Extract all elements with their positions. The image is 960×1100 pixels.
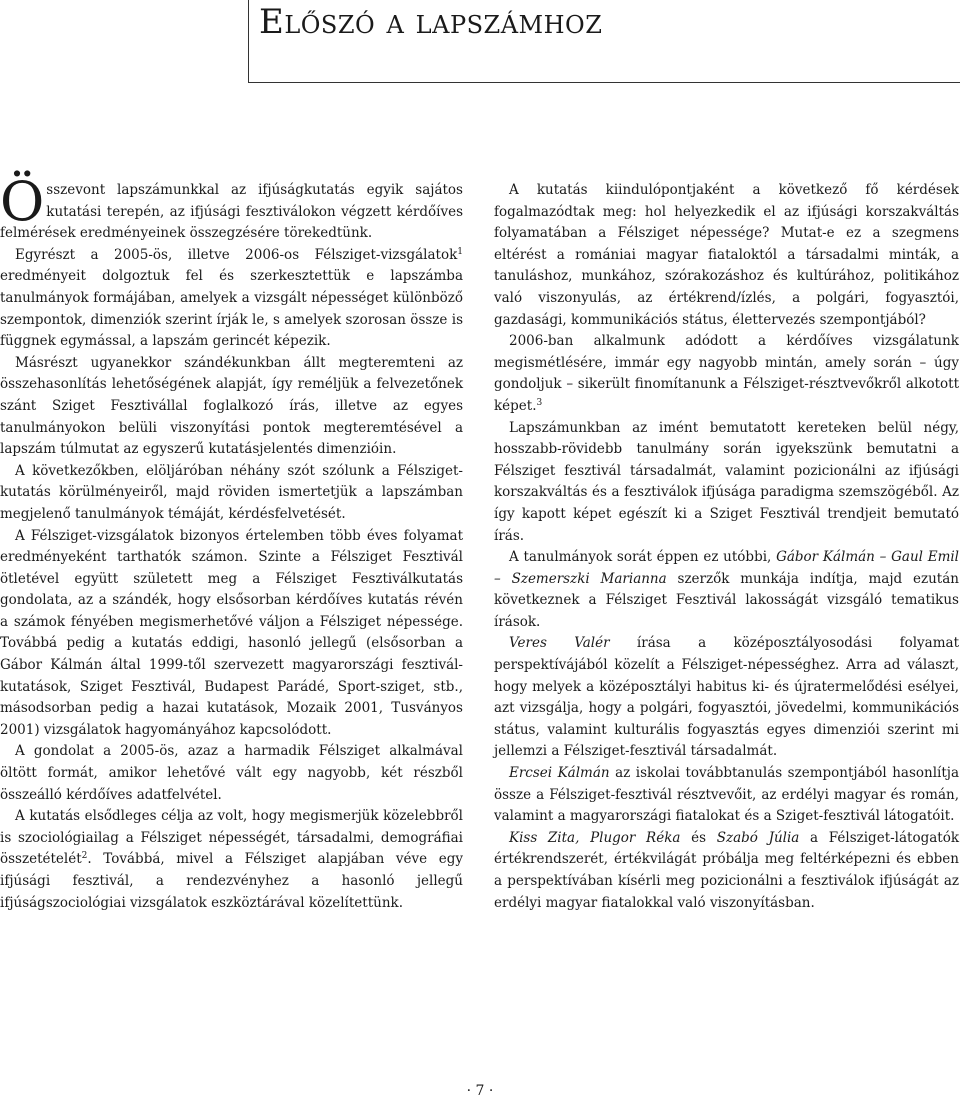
paragraph bbox=[494, 763, 959, 828]
paragraph: A Félsziget-vizsgálatok bizonyos értelemben több éves folyamat eredményeként tarthatók számon. Szinte a Félsziget Fesztivál ötletével együtt született meg a Félsziget Fesztiválkutatás gondolata, az a szándék, hogy elsősorban kérdőíves kutatás révén a számok fényében megismerhetővé váljon a Félsziget népessége. Továbbá pedig a kutatás eddigi, hasonló jellegű (elsősorban a Gábor Kálmán által 1999-től szervezett magyarországi fesztivál-kutatások, Sziget Fesztivál, Budapest Parádé, Sport-sziget, stb., másodsorban pedig a hazai kutatások, Mozaik 2001, Tusványos 2001) vizsgálatok hagyományához kapcsolódott. bbox=[0, 527, 463, 738]
author-names: Gábor Kálmán – Gaul Emil – Szemerszki Marianna bbox=[494, 549, 959, 587]
paragraph: A kutatás kiindulópontjaként a következő fő kérdések fogalmazódtak meg: hol helyezkedik el az ifjúsági korszakváltás folyamatában a Félsziget népessége? Mutat-e ez a szegmens eltérést a romániai magyar fiataloktól a társadalmi minták, a tanuláshoz, munkához, szórakozáshoz és kultúrához, politikához való viszonyulás, az értékrend/ízlés, a polgári, fogyasztói, gazdasági, kommunikációs státus, élettervezés szempontjából? bbox=[494, 182, 959, 328]
paragraph-text: 2006-ban alkalmunk adódott a kérdőíves vizsgálatunk megismétlésére, immár egy nagyobb mintán, amely során – úgy gondoljuk – sikerült finomítanunk a Félsziget-résztvevőkről alkotott képet. bbox=[494, 333, 959, 414]
author-name: Kiss Zita, Plugor Réka bbox=[509, 829, 681, 846]
paragraph bbox=[494, 331, 959, 417]
paragraph-text: írása a középosztályosodási folyamat perspektívájából közelít a Félsziget-népességhez. Arra ad választ, hogy melyek a középosztályi habitus ki- és újratermelődési esélyei, azt vizsgálja, hogy a polgári, fogyasztói, jövedelmi, kommunikációs státus, valamint kulturális fogyasztás egyes dimenziói szerint mi jellemzi a Félsziget-fesztivál társadalmát. bbox=[494, 635, 959, 760]
paragraph-text: az iskolai továbbtanulás szempontjából hasonlítja össze a Félsziget-fesztivál résztvevőit, az erdélyi magyar és román, valamint a magyarországi fiatalokat és a Sziget-fesztivál látogatóit. bbox=[494, 765, 959, 825]
paragraph bbox=[0, 170, 463, 245]
paragraph-text: A kutatás elsődleges célja az volt, hogy megismerjük közelebbről is szociológiailag a Félsziget népességét, társadalmi, demográfiai összetételét bbox=[0, 808, 463, 868]
title-bar bbox=[248, 0, 960, 83]
page-number: · 7 · bbox=[466, 1083, 494, 1099]
paragraph-text: a Félsziget-látogatók értékrendszerét, értékvilágát próbálja meg feltérképezni és ebben a perspektívában kísérli meg pozicionálni a fesztiválok ifjúságát az erdélyi magyar fiatalokkal való viszonyításban. bbox=[494, 829, 960, 911]
author-name: Veres Valér bbox=[509, 635, 610, 652]
paragraph-text: sszevont lapszámunkkal az ifjúságkutatás egyik sajátos kutatási terepén, az ifjúsági fesztiválokon végzett kérdőíves felmérések eredményeinek összegzésére törekedtünk. bbox=[0, 182, 463, 242]
paragraph-text: A tanulmányok sorát éppen ez utóbbi, bbox=[509, 549, 777, 566]
paragraph bbox=[494, 828, 959, 914]
right-column bbox=[494, 180, 959, 914]
paragraph-text: . Továbbá, mivel a Félsziget alapjában véve egy ifjúsági fesztivál, a rendezvényhez a hasonló jellegű ifjúságszociológiai vizsgálatok eszköztárával közelítettünk. bbox=[0, 851, 463, 911]
left-column bbox=[0, 170, 463, 914]
page-title: Előszó a lapszámhoz bbox=[259, 2, 603, 42]
paragraph-text: Egyrészt a 2005-ös, illetve 2006-os Félsziget-vizsgálatok bbox=[15, 246, 458, 263]
paragraph-text: és bbox=[680, 829, 717, 846]
footnote-ref: 3 bbox=[536, 397, 543, 408]
paragraph: A következőkben, elöljáróban néhány szót szólunk a Félsziget-kutatás körülményeiről, majd röviden ismertetjük a lapszámban megjelenő tanulmányok témáját, kérdésfelvetését. bbox=[0, 462, 463, 522]
paragraph: A gondolat a 2005-ös, azaz a harmadik Félsziget alkalmával öltött formát, amikor lehetővé vált egy nagyobb, két részből összeálló kérdőíves adatfelvétel. bbox=[0, 743, 463, 803]
paragraph bbox=[0, 245, 463, 353]
paragraph bbox=[494, 547, 959, 633]
paragraph: Másrészt ugyanekkor szándékunkban állt megteremteni az összehasonlítás lehetőségének alapját, így reméljük a felvezetőnek szánt Sziget Fesztivállal foglalkozó írás, illetve az egyes tanulmányokon belüli viszonyítási pontok megteremtésével a lapszám túlmutat az egyszerű kutatásjelentés dimenzióin. bbox=[0, 354, 463, 458]
author-name: Ercsei Kálmán bbox=[509, 765, 610, 782]
paragraph: Lapszámunkban az imént bemutatott kereteken belül négy, hosszabb-rövidebb tanulmány során igyekszünk bemutatni a Félsziget fesztivál társadalmát, valamint pozicionálni az ifjúsági korszakváltás és a fesztiválok ifjúsága paradigma szemszögéből. Az így kapott képet egészít ki a Sziget Fesztivál trendjeit bemutató írás. bbox=[494, 419, 959, 544]
footnote-ref: 1 bbox=[457, 246, 463, 257]
author-name: Szabó Júlia bbox=[716, 829, 800, 846]
paragraph bbox=[494, 633, 959, 763]
paragraph-text: eredményeit dolgoztuk fel és szerkesztettük e lapszámba tanulmányok formájában, amelyek a vizsgált népességet különböző szempontok, dimenziók szerint írják le, s amelyek szorosan össze is függnek egymással, a lapszám gerincét képezik. bbox=[0, 268, 463, 350]
drop-cap: Ö bbox=[0, 170, 45, 233]
paragraph bbox=[0, 806, 463, 914]
footnote-ref: 2 bbox=[81, 851, 88, 862]
paragraph-text: szerzők munkája indítja, majd ezután következnek a Félsziget Fesztivál lakosságát vizsgáló tematikus írások. bbox=[494, 570, 959, 630]
